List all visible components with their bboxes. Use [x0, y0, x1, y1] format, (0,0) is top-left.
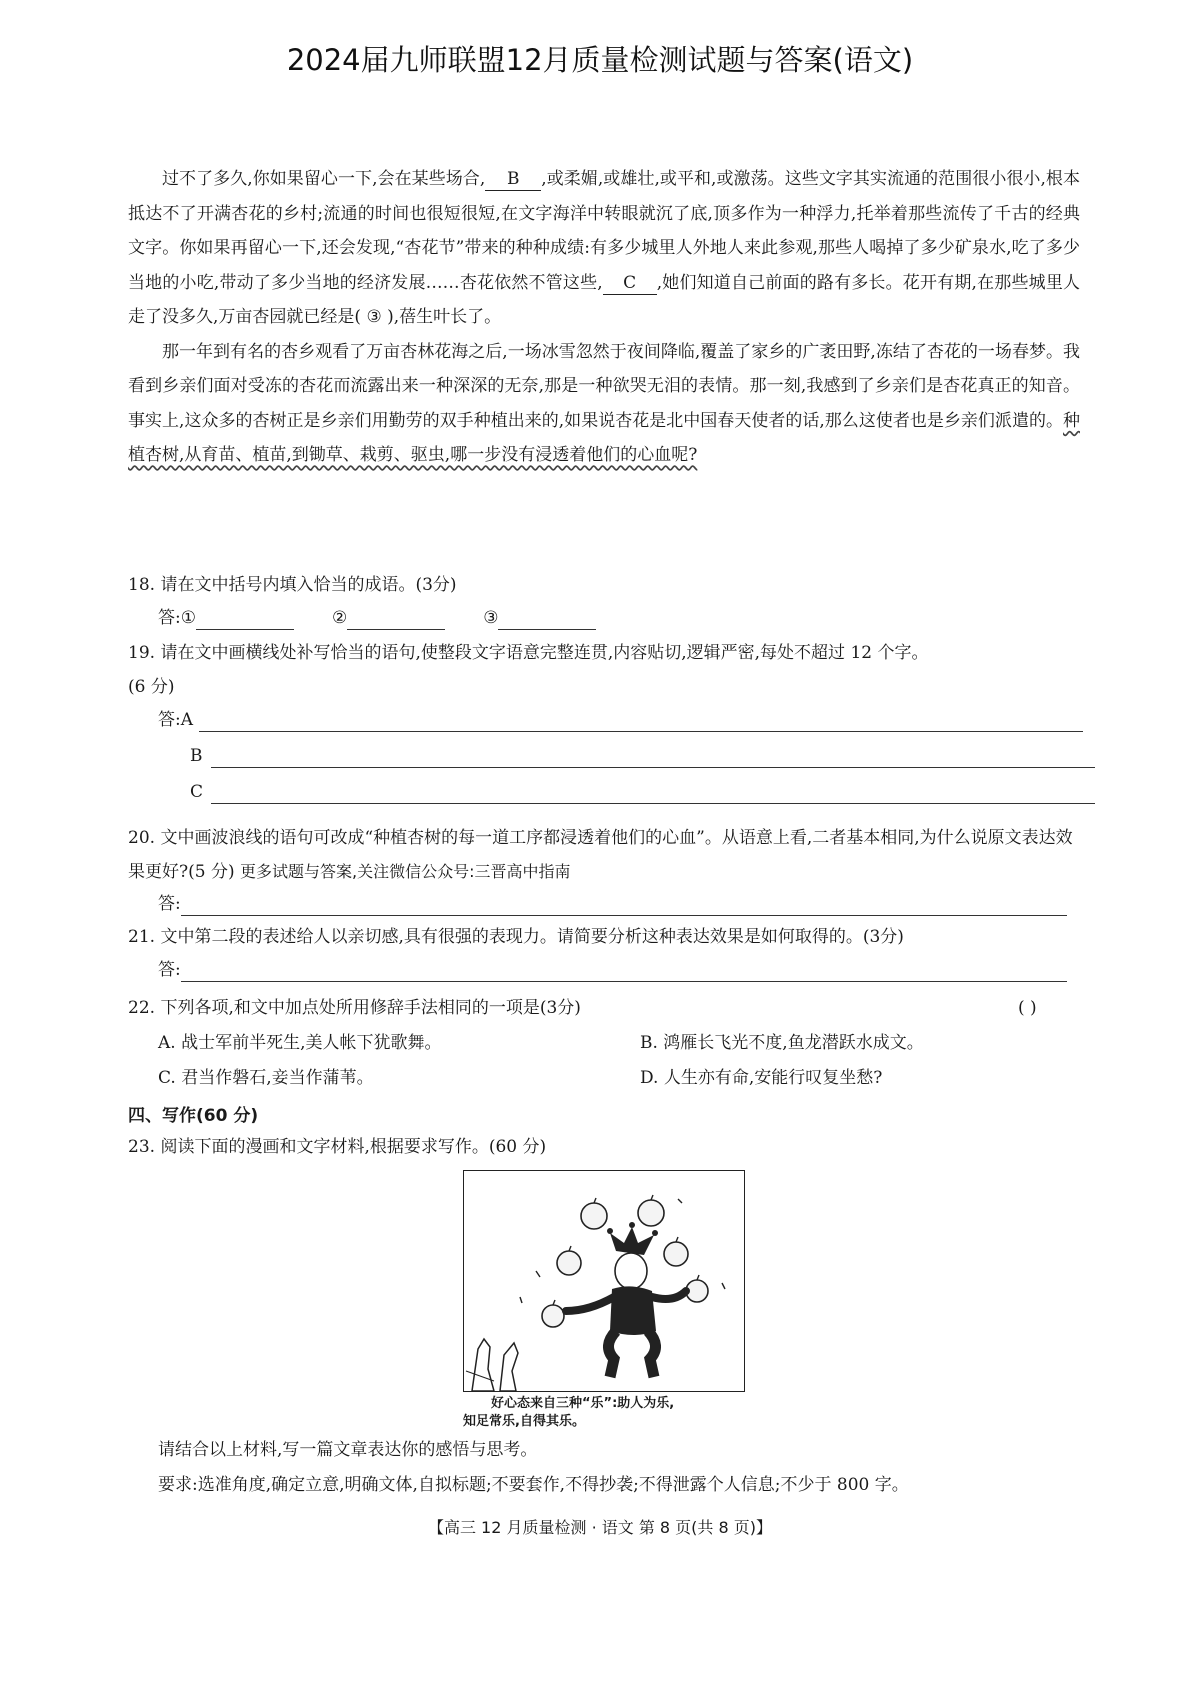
- question-23: 23. 阅读下面的漫画和文字材料,根据要求写作。(60 分): [128, 1137, 547, 1157]
- answer-line-a[interactable]: [199, 711, 1083, 732]
- caption-line-2: 知足常乐,自得其乐。: [463, 1414, 585, 1429]
- blank-b: B: [485, 168, 541, 191]
- answer-label: 答:: [158, 710, 181, 730]
- passage-text: 那一年到有名的杏乡观看了万亩杏林花海之后,一场冰雪忽然于夜间降临,覆盖了家乡的广袤田野,冻结了杏花的一场春梦。我看到乡亲们面对受冻的杏花而流露出来一种深深的无奈,那是一种欲哭无泪的表情。那一刻,我感到了乡亲们是杏花真正的知音。事实上,这众多的杏树正是乡亲们用勤劳的双手种植出来的,如果说杏花是北中国春天使者的话,那么这使者也是乡亲们派遣的。: [128, 341, 1080, 431]
- question-19-text: 19. 请在文中画横线处补写恰当的语句,使整段文字语意完整连贯,内容贴切,逻辑严密,每处不超过 12 个字。: [128, 643, 929, 663]
- question-20-text: 20. 文中画波浪线的语句可改成“种植杏树的每一道工序都浸透着他们的心血”。从语意上看,二者基本相同,为什么说原文表达效果更好?(5 分): [128, 828, 1073, 882]
- slot-label-c: C: [190, 782, 204, 802]
- answer-row-19c: [190, 780, 1095, 804]
- writing-instruction: 请结合以上材料,写一篇文章表达你的感悟与思考。: [158, 1440, 538, 1460]
- slot-label-2: ②: [331, 608, 348, 628]
- answer-row-19b: [190, 744, 1095, 768]
- question-18: 18. 请在文中括号内填入恰当的成语。(3分): [128, 575, 457, 595]
- paren-3: ( ③ ): [354, 307, 394, 327]
- answer-blank-1[interactable]: [196, 609, 294, 630]
- answer-label: 答:: [158, 960, 181, 980]
- slot-label-a: A: [180, 710, 194, 730]
- passage-text: ,她们知道自己前面的路有多长。花开有期,在那些城里人走了没多久,万亩杏园就已经是: [128, 272, 1081, 327]
- wavy-underlined-sentence: 种植杏树,从育苗、植苗,到锄草、栽剪、驱虫,哪一步没有浸透着他们的心血呢?: [128, 410, 1080, 465]
- answer-row-19a: [158, 708, 1083, 732]
- answer-bracket[interactable]: ( ): [1018, 998, 1037, 1018]
- reading-passage: [128, 162, 1080, 473]
- passage-text: ,或柔媚,或雄壮,或平和,或激荡。这些文字其实流通的范围很小很小,根本抵达不了开满杏花的乡村;流通的时间也很短很短,在文字海洋中转眼就沉了底,顶多作为一种浮力,托举着那些流传了千古的经典文字。你如果再留心一下,还会发现,“杏花节”带来的种种成绩:有多少城里人外地人来此参观,那些人喝掉了多少矿泉水,吃了多少当地的小吃,带动了多少当地的经济发展……杏花依然不管这些,: [128, 169, 1080, 293]
- option-c[interactable]: C. 君当作磐石,妾当作蒲苇。: [158, 1068, 374, 1088]
- passage-text: 过不了多久,你如果留心一下,会在某些场合,: [162, 169, 486, 189]
- page-title: 2024届九师联盟12月质量检测试题与答案(语文): [286, 43, 914, 77]
- answer-label: 答:: [158, 894, 181, 914]
- caption-line-1: 好心态来自三种“乐”:助人为乐,: [491, 1396, 675, 1411]
- passage-paragraph-2: [128, 335, 1080, 473]
- question-20: [128, 822, 1088, 889]
- question-22: 22. 下列各项,和文中加点处所用修辞手法相同的一项是(3分): [128, 998, 581, 1018]
- writing-requirements: 要求:选准角度,确定立意,明确文体,自拟标题;不要套作,不得抄袭;不得泄露个人信息;不少于 800 字。: [158, 1475, 909, 1495]
- option-d[interactable]: D. 人生亦有命,安能行叹复坐愁?: [640, 1068, 883, 1088]
- slot-label-3: ③: [483, 608, 499, 628]
- answer-line-c[interactable]: [211, 783, 1095, 804]
- question-19: [128, 641, 1088, 699]
- option-a[interactable]: A. 战士军前半死生,美人帐下犹歌舞。: [158, 1033, 442, 1053]
- slot-label-b: B: [190, 746, 203, 766]
- option-b[interactable]: B. 鸿雁长飞光不度,鱼龙潜跃水成文。: [640, 1033, 924, 1053]
- question-19-score: (6 分): [128, 677, 175, 697]
- slot-label-1: ①: [180, 608, 196, 628]
- answer-row-20: [158, 892, 1067, 916]
- answer-line-21[interactable]: [181, 961, 1067, 982]
- answer-line-b[interactable]: [211, 747, 1095, 768]
- section-writing-title: 四、写作(60 分): [128, 1106, 259, 1126]
- answer-row-21: [158, 958, 1067, 982]
- cartoon-juggler-image: [463, 1170, 745, 1392]
- cartoon-caption: [463, 1395, 753, 1431]
- juggler-drawing: [464, 1171, 744, 1391]
- answer-label: 答:: [158, 608, 181, 628]
- page-footer: 【高三 12 月质量检测 · 语文 第 8 页(共 8 页)】: [427, 1518, 773, 1537]
- passage-text: ,蓓生叶长了。: [393, 307, 502, 327]
- wechat-note: 更多试题与答案,关注微信公众号:三晋高中指南: [240, 862, 571, 881]
- passage-paragraph-1: [128, 162, 1080, 335]
- question-21: 21. 文中第二段的表述给人以亲切感,具有很强的表现力。请简要分析这种表达效果是如何取得的。(3分): [128, 927, 904, 947]
- blank-c: C: [603, 272, 657, 295]
- answer-line-20[interactable]: [181, 895, 1067, 916]
- answer-blank-2[interactable]: [347, 609, 445, 630]
- answer-row-18: [158, 606, 596, 630]
- answer-blank-3[interactable]: [498, 609, 596, 630]
